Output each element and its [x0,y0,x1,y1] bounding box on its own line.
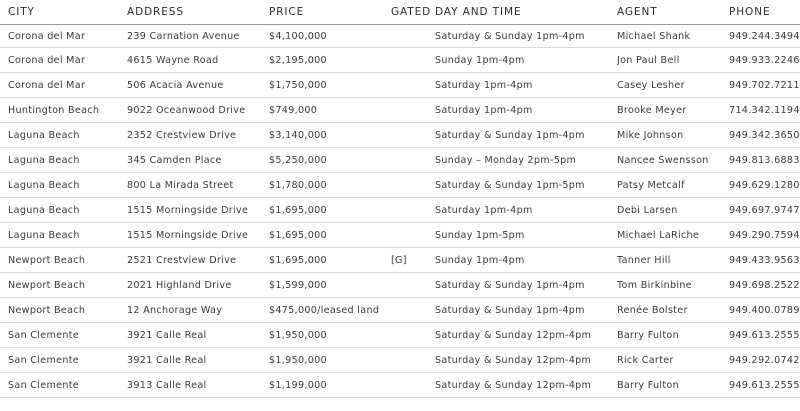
cell-gated [391,198,435,223]
cell-phone: 949.613.2555 [729,373,800,398]
table-row [0,223,800,248]
cell-address: 3913 Calle Real [127,373,269,398]
table-row [0,25,800,48]
cell-address: 9022 Oceanwood Drive [127,98,269,123]
cell-price: $1,780,000 [269,173,391,198]
cell-agent: Michael Shank [617,25,729,48]
cell-day-time: Saturday & Sunday 12pm-4pm [435,323,617,348]
cell-day-time: Saturday 1pm-4pm [435,98,617,123]
cell-phone: 949.697.9747 [729,198,800,223]
cell-phone: 949.933.2246 [729,48,800,73]
cell-price: $1,695,000 [269,248,391,273]
cell-city: Newport Beach [0,298,127,323]
cell-address: 239 Carnation Avenue [127,25,269,48]
cell-phone: 949.702.7211 [729,73,800,98]
cell-address: 800 La Mirada Street [127,173,269,198]
cell-day-time: Sunday 1pm-5pm [435,223,617,248]
cell-city: Laguna Beach [0,123,127,148]
cell-city: Newport Beach [0,248,127,273]
cell-agent: Casey Lesher [617,73,729,98]
cell-agent: Debi Larsen [617,198,729,223]
cell-agent: Barry Fulton [617,323,729,348]
cell-address: 4615 Wayne Road [127,48,269,73]
cell-gated [391,48,435,73]
cell-agent: Patsy Metcalf [617,173,729,198]
cell-price: $2,195,000 [269,48,391,73]
cell-gated [391,73,435,98]
cell-city: Laguna Beach [0,198,127,223]
table-row [0,173,800,198]
cell-phone: 949.629.1280 [729,173,800,198]
cell-price: $1,199,000 [269,373,391,398]
cell-city: Laguna Beach [0,148,127,173]
cell-gated [391,148,435,173]
cell-city: San Clemente [0,348,127,373]
cell-phone: 949.400.0789 [729,298,800,323]
cell-address: 2521 Crestview Drive [127,248,269,273]
cell-gated [391,298,435,323]
cell-gated: [G] [391,248,435,273]
table-row [0,323,800,348]
header-city: CITY [0,0,127,25]
table-body [0,25,800,398]
cell-day-time: Sunday 1pm-4pm [435,248,617,273]
cell-day-time: Sunday 1pm-4pm [435,48,617,73]
header-address: ADDRESS [127,0,269,25]
cell-day-time: Saturday & Sunday 1pm-4pm [435,25,617,48]
table-header-row [0,0,800,25]
cell-city: San Clemente [0,323,127,348]
cell-agent: Rick Carter [617,348,729,373]
cell-address: 1515 Morningside Drive [127,198,269,223]
cell-price: $4,100,000 [269,25,391,48]
table-row [0,148,800,173]
cell-price: $1,750,000 [269,73,391,98]
cell-address: 2352 Crestview Drive [127,123,269,148]
header-gated: GATED [391,0,435,25]
cell-city: Corona del Mar [0,73,127,98]
cell-phone: 949.433.9563 [729,248,800,273]
cell-phone: 949.244.3494 [729,25,800,48]
cell-gated [391,123,435,148]
cell-city: Laguna Beach [0,173,127,198]
header-price: PRICE [269,0,391,25]
cell-gated [391,273,435,298]
cell-phone: 949.613.2555 [729,323,800,348]
table-row [0,273,800,298]
cell-address: 2021 Highland Drive [127,273,269,298]
cell-phone: 949.342.3650 [729,123,800,148]
table-row [0,98,800,123]
cell-phone: 949.698.2522 [729,273,800,298]
table-row [0,48,800,73]
table-row [0,348,800,373]
cell-address: 1515 Morningside Drive [127,223,269,248]
table-row [0,73,800,98]
cell-city: Newport Beach [0,273,127,298]
cell-day-time: Saturday & Sunday 12pm-4pm [435,373,617,398]
cell-price: $1,599,000 [269,273,391,298]
cell-price: $3,140,000 [269,123,391,148]
cell-agent: Michael LaRiche [617,223,729,248]
table-row [0,373,800,398]
cell-agent: Jon Paul Bell [617,48,729,73]
cell-gated [391,348,435,373]
cell-price: $749,000 [269,98,391,123]
header-day-time: DAY AND TIME [435,0,617,25]
cell-day-time: Sunday – Monday 2pm-5pm [435,148,617,173]
cell-price: $1,695,000 [269,223,391,248]
cell-day-time: Saturday & Sunday 1pm-4pm [435,273,617,298]
cell-address: 12 Anchorage Way [127,298,269,323]
cell-address: 345 Camden Place [127,148,269,173]
table-row [0,123,800,148]
cell-price: $1,950,000 [269,323,391,348]
cell-agent: Tanner Hill [617,248,729,273]
cell-city: Laguna Beach [0,223,127,248]
cell-day-time: Saturday 1pm-4pm [435,198,617,223]
cell-city: Huntington Beach [0,98,127,123]
cell-agent: Tom Birkinbine [617,273,729,298]
cell-agent: Nancee Swensson [617,148,729,173]
cell-gated [391,223,435,248]
table-row [0,198,800,223]
cell-day-time: Saturday & Sunday 1pm-4pm [435,123,617,148]
cell-price: $1,695,000 [269,198,391,223]
cell-agent: Mike Johnson [617,123,729,148]
cell-price: $475,000/leased land [269,298,391,323]
cell-gated [391,98,435,123]
cell-price: $1,950,000 [269,348,391,373]
cell-phone: 714.342.1194 [729,98,800,123]
header-phone: PHONE [729,0,800,25]
cell-phone: 949.813.6883 [729,148,800,173]
cell-day-time: Saturday & Sunday 1pm-5pm [435,173,617,198]
cell-gated [391,173,435,198]
cell-city: Corona del Mar [0,25,127,48]
cell-city: Corona del Mar [0,48,127,73]
table-row [0,248,800,273]
cell-agent: Brooke Meyer [617,98,729,123]
cell-address: 506 Acacia Avenue [127,73,269,98]
cell-price: $5,250,000 [269,148,391,173]
cell-phone: 949.290.7594 [729,223,800,248]
cell-phone: 949.292.0742 [729,348,800,373]
cell-agent: Renée Bolster [617,298,729,323]
cell-gated [391,373,435,398]
cell-day-time: Saturday & Sunday 1pm-4pm [435,298,617,323]
cell-address: 3921 Calle Real [127,348,269,373]
header-agent: AGENT [617,0,729,25]
cell-day-time: Saturday 1pm-4pm [435,73,617,98]
table-row [0,298,800,323]
cell-address: 3921 Calle Real [127,323,269,348]
cell-city: San Clemente [0,373,127,398]
cell-gated [391,25,435,48]
cell-agent: Barry Fulton [617,373,729,398]
cell-gated [391,323,435,348]
cell-day-time: Saturday & Sunday 12pm-4pm [435,348,617,373]
